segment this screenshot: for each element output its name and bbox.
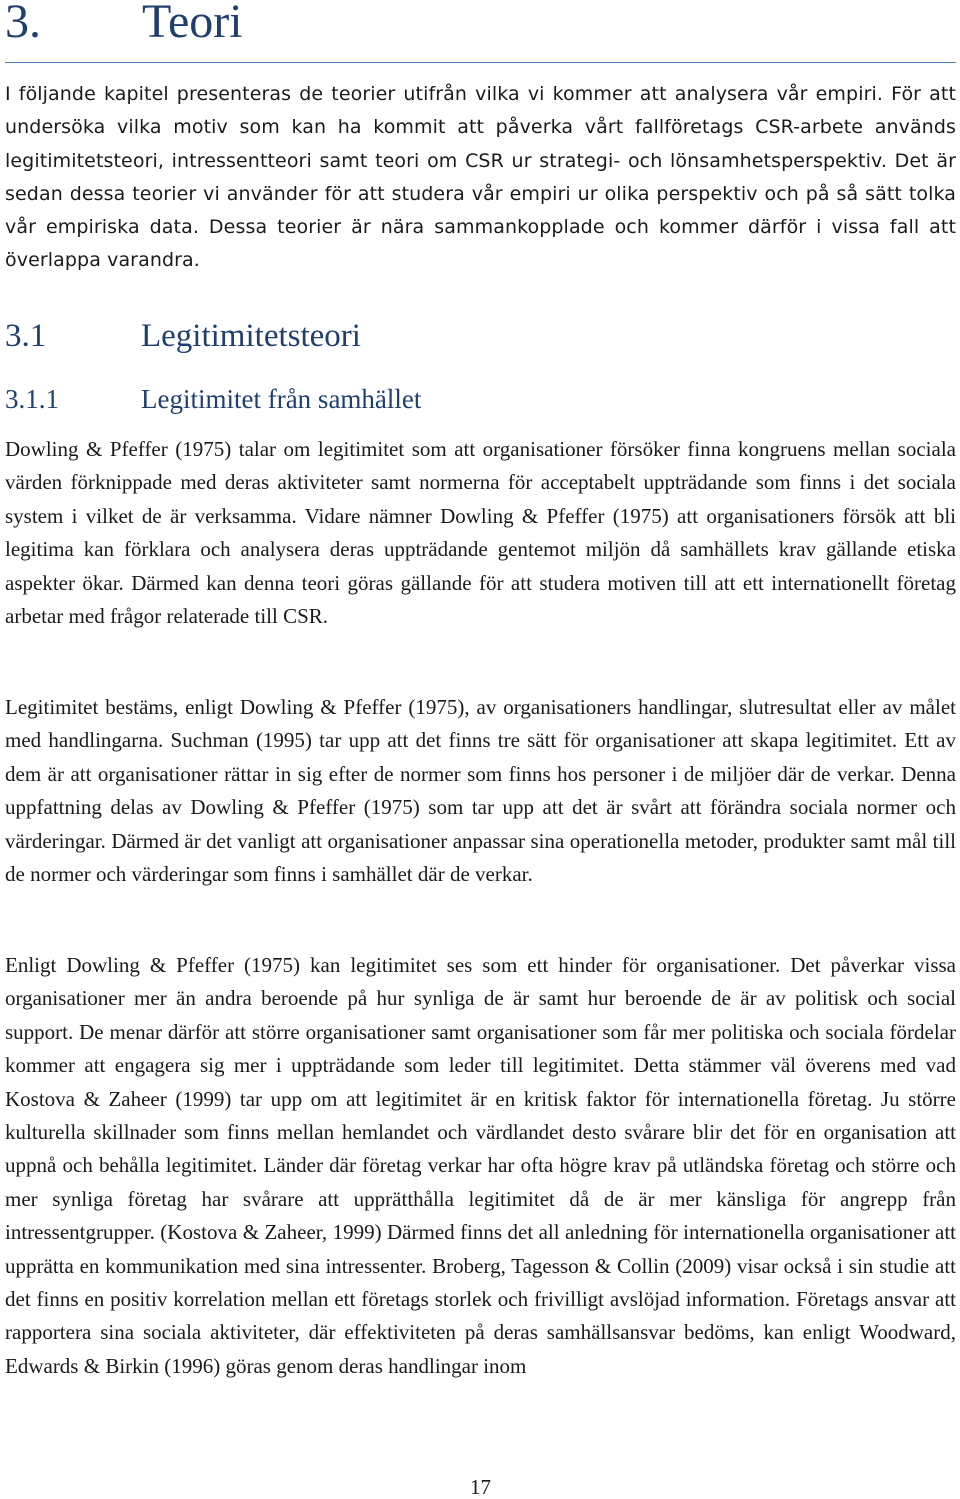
body-paragraph-3: Enligt Dowling & Pfeffer (1975) kan legitimitet ses som ett hinder för organisationer. Det påverkar vissa organisationer mer än andra beroende på hur synliga de är samt hur beroende de är av politisk och social support. De menar därför att större organisationer samt organisationer som får mer politiska och sociala fördelar kommer att engagera sig mer i uppträdande som leder till legitimitet. Detta stämmer väl överens med vad Kostova & Zaheer (1999) tar upp om att legitimitet är en kritisk faktor för internationella företag. Ju större kulturella skillnader som finns mellan hemlandet och värdlandet desto svårare blir det för en organisation att uppnå och behålla legitimitet. Länder där företag verkar har ofta högre krav på utländska företag och större och mer synliga företag har svårare att upprätthålla legitimitet då de är mer känsliga för angrepp från intressentgrupper. (Kostova & Zaheer, 1999) Därmed finns det all anledning för internationella organisationer att upprätta en kommunikation med sina intressenter. Broberg, Tagesson & Collin (2009) visar också i sin studie att det finns en positiv korrelation mellan ett företags storlek och frivilligt avslöjad information. Företags ansvar att rapportera sina sociala aktiviteter, där effektiviteten på deras samhällsansvar bedöms, kan enligt Woodward, Edwards & Birkin (1996) göras genom deras handlingar inom	[5, 953, 956, 1378]
chapter-heading	[5, 0, 956, 63]
subsection-title: Legitimitet från samhället	[141, 384, 422, 414]
subsection-number: 3.1.1	[5, 384, 59, 414]
page-number: 17	[470, 1475, 491, 1499]
body-paragraph-2: Legitimitet bestäms, enligt Dowling & Pfeffer (1975), av organisationers handlingar, slutresultat eller av målet med handlingarna. Suchman (1995) tar upp att det finns tre sätt för organisationer att skapa legitimitet. Ett av dem är att organisationer rättar in sig efter de normer som finns hos personer i de miljöer där de verkar. Denna uppfattning delas av Dowling & Pfeffer (1975) som tar upp att det är svårt att förändra sociala normer och värderingar. Därmed är det vanligt att organisationer anpassar sina operationella metoder, produkter samt mål till de normer och värderingar som finns i samhället där de verkar.	[5, 695, 956, 887]
section-number: 3.1	[5, 318, 47, 354]
intro-paragraph: I följande kapitel presenteras de teorier utifrån vilka vi kommer att analysera vår empiri. För att undersöka vilka motiv som kan ha kommit att påverka vårt fallföretags CSR-arbete används legitimitetsteori, intressentteori samt teori om CSR ur strategi- och lönsamhetsperspektiv. Det är sedan dessa teorier vi använder för att studera vår empiri ur olika perspektiv och på så sätt tolka vår empiriska data. Dessa teorier är nära sammankopplade och kommer därför i vissa fall att överlappa varandra.	[5, 83, 956, 272]
document-page	[5, 0, 956, 1499]
chapter-number: 3.	[5, 0, 41, 48]
chapter-title: Teori	[142, 0, 243, 48]
section-title: Legitimitetsteori	[141, 318, 361, 354]
body-paragraph-1: Dowling & Pfeffer (1975) talar om legitimitet som att organisationer försöker finna kongruens mellan sociala värden förknippade med deras aktiviteter samt normerna för acceptabelt uppträdande som finns i det sociala system i vilket de är verksamma. Vidare nämner Dowling & Pfeffer (1975) att organisationers försök att bli legitima kan förklara och analysera deras uppträdande gentemot miljön då samhällets krav gällande etiska aspekter ökar. Därmed kan denna teori göras gällande för att studera motiven till att ett internationellt företag arbetar med frågor relaterade till CSR.	[5, 437, 956, 629]
